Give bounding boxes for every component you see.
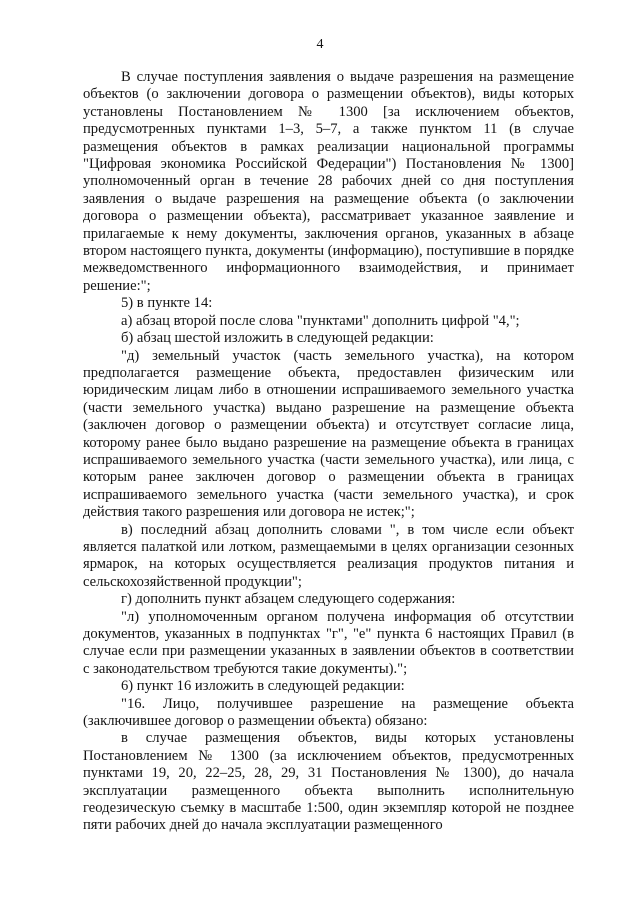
paragraph-item-5a: а) абзац второй после слова "пунктами" дополнить цифрой "4,";: [121, 312, 520, 329]
paragraph-geodetic-survey: в случае размещения объектов, виды которых установлены Постановлением № 1300 (за исключением объектов, предусмотренных пунктами 19, 20, 22–25, 28, 29, 31 Постановления № 1300), до начала эксплуатации размещенного объекта выполнить исполнительную геодезическую съемку в масштабе 1:500, один экземпляр которой не позднее пяти рабочих дней до начала эксплуатации размещенного: [83, 730, 574, 834]
paragraph-point-16: "16. Лицо, получившее разрешение на размещение объекта (заключившее договор о размещении объекта) обязано:: [83, 695, 574, 730]
paragraph-item-5v: в) последний абзац дополнить словами ", в том числе если объект является палаткой или лотком, размещаемыми в целях организации сезонных ярмарок, на которых осуществляется реализация продуктов питания и сельскохозяйственной продукции";: [83, 521, 574, 590]
paragraph-item-5g: г) дополнить пункт абзацем следующего содержания:: [121, 591, 456, 608]
paragraph-item-6: 6) пункт 16 изложить в следующей редакции:: [121, 678, 405, 695]
paragraph-subitem-l: "л) уполномоченным органом получена информация об отсутствии документов, указанных в подпунктах "г", "е" пункта 6 настоящих Правил (в случае если при размещении указанных в заявлении объектов в соответствии с законодательством требуются такие документы).";: [83, 608, 574, 677]
paragraph-application-review: В случае поступления заявления о выдаче разрешения на размещение объектов (о заключении договора о размещении объектов), виды которых установлены Постановлением № 1300 [за исключением объектов, предусмотренных пунктами 1–3, 5–7, а также пунктом 11 (в случае размещения объектов в рамках реализации национальной программы "Цифровая экономика Российской Федерации") Постановления № 1300] уполномоченный орган в течение 28 рабочих дней со дня поступления заявления о выдаче разрешения на размещение объекта (о заключении договора о размещении объекта), рассматривает указанное заявление и прилагаемые к нему документы, заключения органов, указанных в абзаце втором настоящего пункта, документы (информацию), поступившие в порядке межведомственного информационного взаимодействия, и принимает решение:";: [83, 69, 574, 294]
document-body: [83, 69, 574, 835]
paragraph-item-5b: б) абзац шестой изложить в следующей редакции:: [121, 330, 434, 347]
page-number: 4: [316, 37, 324, 52]
paragraph-item-5: 5) в пункте 14:: [121, 295, 213, 312]
paragraph-subitem-d: "д) земельный участок (часть земельного участка), на котором предполагается размещение объекта, предоставлен физическим или юридическим лицам либо в отношении испрашиваемого земельного участка (части земельного участка) выдано разрешение на размещение объекта (заключен договор о размещении объекта) и отсутствует согласие лица, которому ранее было выдано разрешение на размещение объекта в границах испрашиваемого земельного участка (части земельного участка), или лица, с которым ранее заключен договор о размещении объекта в границах испрашиваемого земельного участка (части земельного участка), и срок действия такого разрешения или договора не истек;";: [83, 347, 574, 521]
